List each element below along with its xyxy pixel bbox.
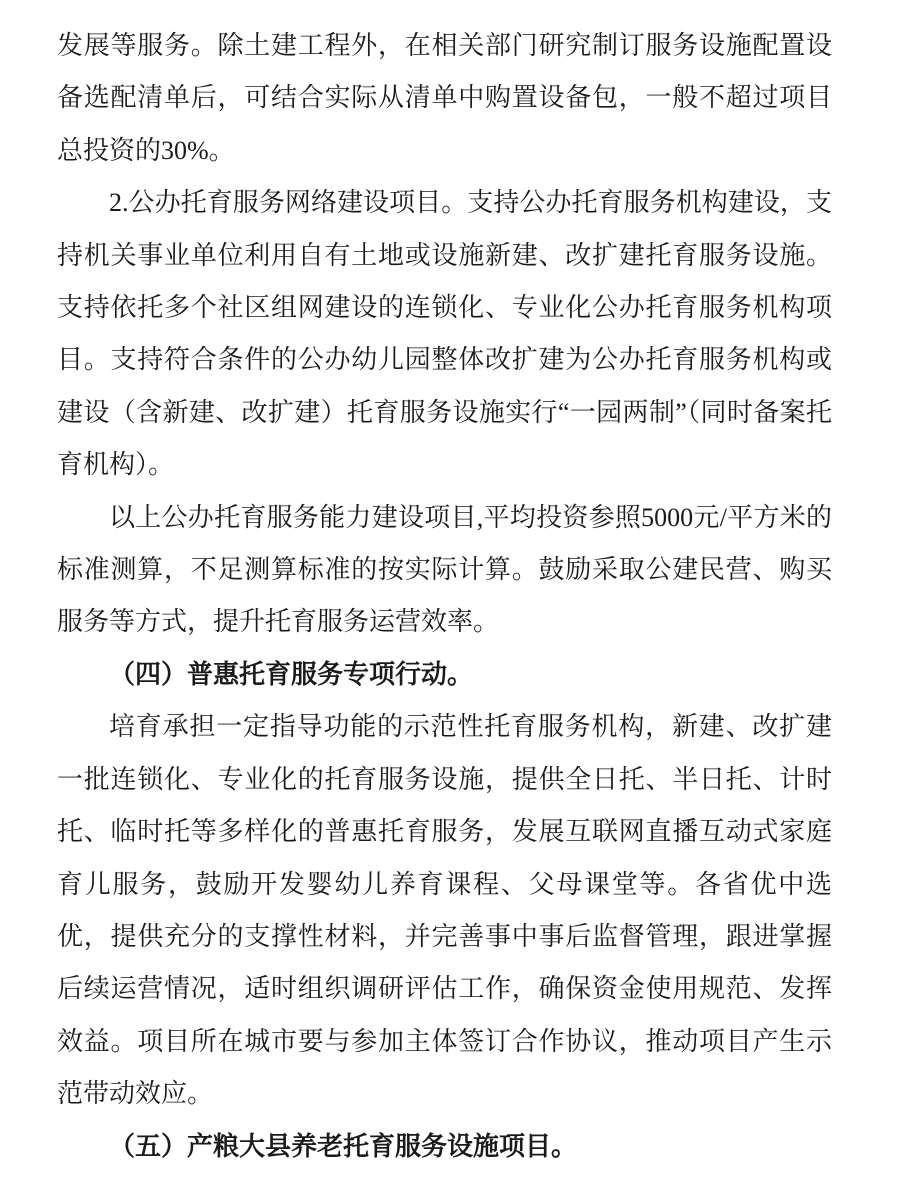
- document-body: [57, 20, 832, 1173]
- paragraph-cost-standard: 以上公办托育服务能力建设项目,平均投资参照5000元/平方米的标准测算，不足测算标准的按实际计算。鼓励采取公建民营、购买服务等方式，提升托育服务运营效率。: [57, 502, 832, 637]
- section-heading-five: （五）产粮大县养老托育服务设施项目。: [109, 1131, 578, 1161]
- paragraph-continuation: 发展等服务。除土建工程外，在相关部门研究制订服务设施配置设备选配清单后，可结合实际从清单中购置设备包，一般不超过项目总投资的30%。: [57, 31, 832, 165]
- section-heading-four: （四）普惠托育服务专项行动。: [109, 659, 474, 689]
- paragraph-numbered-item: 2.公办托育服务网络建设项目。支持公办托育服务机构建设，支持机关事业单位利用自有土地或设施新建、改扩建托育服务设施。支持依托多个社区组网建设的连锁化、专业化公办托育服务机构项目。支持符合条件的公办幼儿园整体改扩建为公办托育服务机构或建设（含新建、改扩建）托育服务设施实行“一园两制”（同时备案托育机构）。: [57, 188, 832, 480]
- paragraph-puhui-action: 培育承担一定指导功能的示范性托育服务机构，新建、改扩建一批连锁化、专业化的托育服务设施，提供全日托、半日托、计时托、临时托等多样化的普惠托育服务，发展互联网直播互动式家庭育儿服务，鼓励开发婴幼儿养育课程、父母课堂等。各省优中选优，提供充分的支撑性材料，并完善事中事后监督管理，跟进掌握后续运营情况，适时组织调研评估工作，确保资金使用规范、发挥效益。项目所在城市要与参加主体签订合作协议，推动项目产生示范带动效应。: [57, 712, 832, 1109]
